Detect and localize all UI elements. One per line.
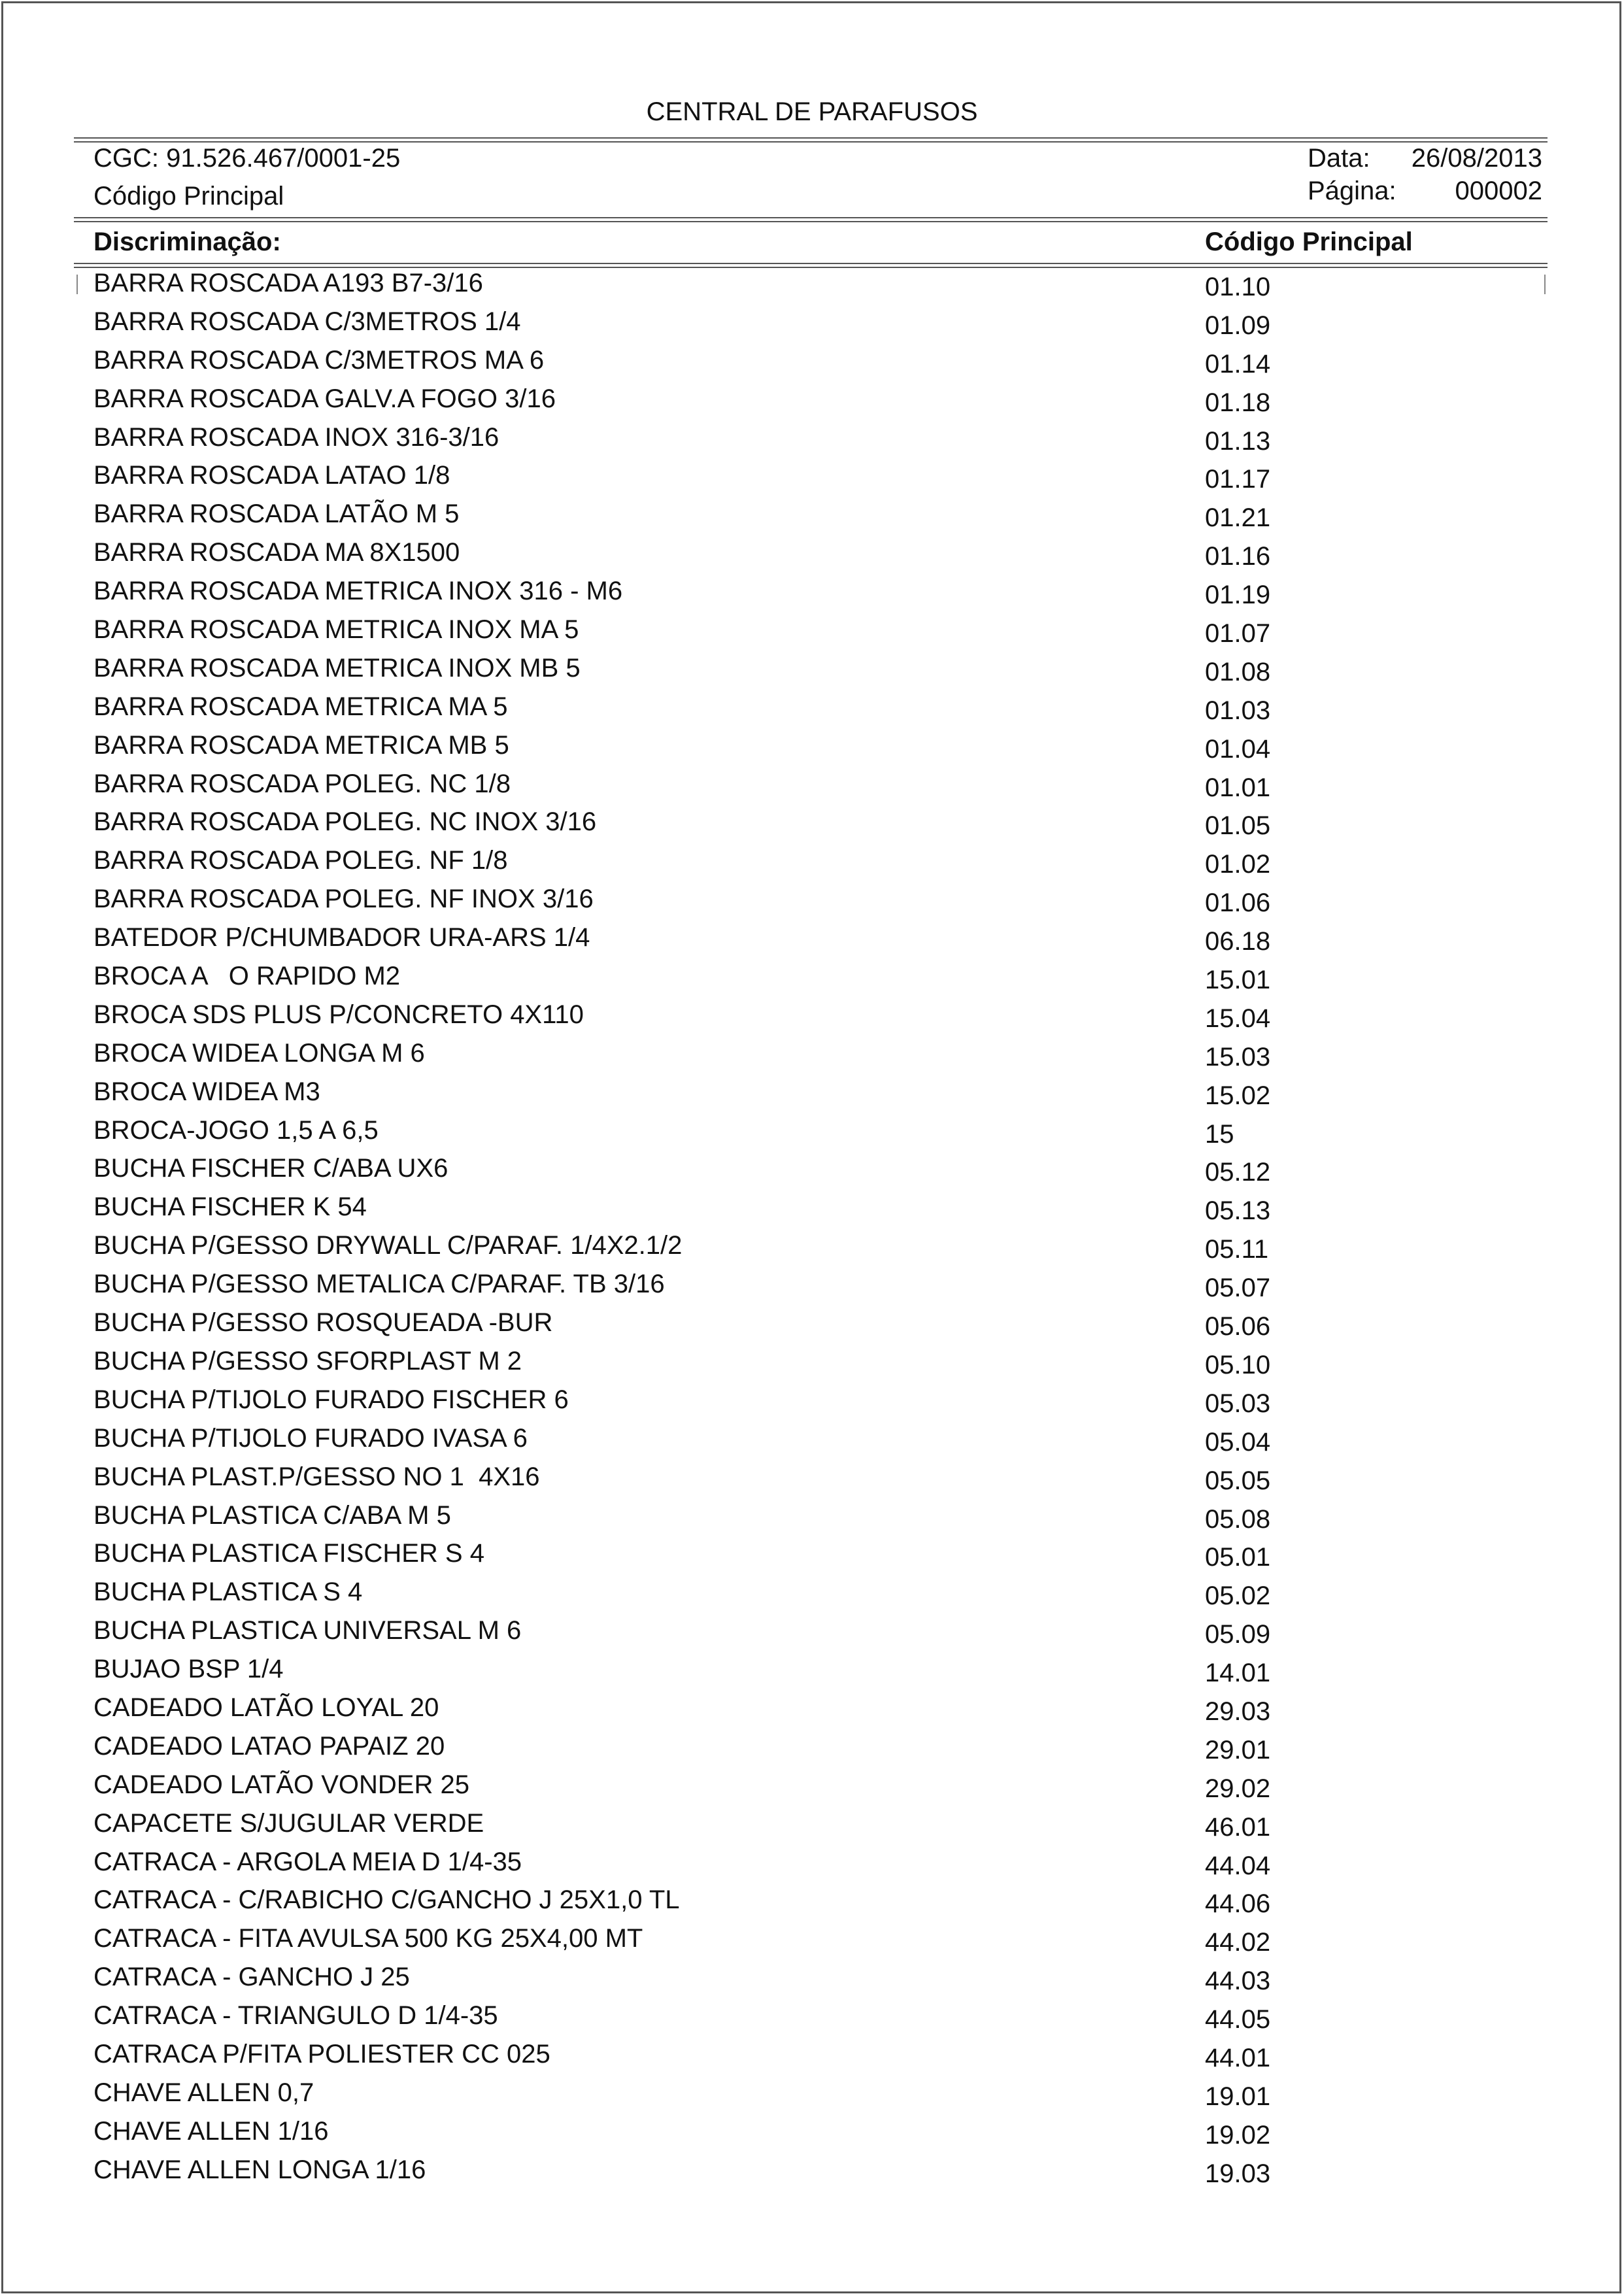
item-description: BUCHA P/GESSO SFORPLAST M 2 <box>93 1346 522 1376</box>
item-code: 05.04 <box>1205 1427 1271 1457</box>
table-row <box>93 537 1532 575</box>
item-description: BARRA ROSCADA METRICA INOX MB 5 <box>93 653 581 683</box>
item-description: CATRACA - GANCHO J 25 <box>93 1963 410 1992</box>
item-code: 14.01 <box>1205 1659 1271 1688</box>
column-header-code: Código Principal <box>1205 228 1413 256</box>
item-code: 01.10 <box>1205 273 1271 301</box>
item-code: 19.02 <box>1205 2120 1271 2150</box>
item-description: BUCHA FISCHER C/ABA UX6 <box>93 1154 448 1183</box>
item-code: 05.13 <box>1205 1196 1271 1226</box>
table-row <box>93 845 1532 883</box>
item-code: 15.04 <box>1205 1004 1271 1033</box>
item-code: 01.19 <box>1205 581 1271 610</box>
table-row <box>93 460 1532 498</box>
item-code: 29.03 <box>1205 1697 1271 1726</box>
table-row <box>93 267 1532 306</box>
item-code: 05.09 <box>1205 1620 1271 1649</box>
table-row <box>93 498 1532 537</box>
item-code: 44.01 <box>1205 2043 1271 2072</box>
item-description: BUCHA PLASTICA FISCHER S 4 <box>93 1539 484 1568</box>
table-row <box>93 614 1532 652</box>
table-row <box>93 1808 1532 1846</box>
cgc-number: CGC: 91.526.467/0001-25 <box>93 144 401 173</box>
item-description: CADEADO LATÃO LOYAL 20 <box>93 1693 439 1722</box>
item-code: 19.03 <box>1205 2159 1271 2188</box>
item-description: BATEDOR P/CHUMBADOR URA-ARS 1/4 <box>93 923 590 953</box>
table-row <box>93 2077 1532 2116</box>
item-code: 29.01 <box>1205 1735 1271 1764</box>
item-code: 05.05 <box>1205 1466 1271 1495</box>
table-row <box>93 1769 1532 1808</box>
item-description: BUCHA PLASTICA UNIVERSAL M 6 <box>93 1616 522 1646</box>
table-edge-left <box>76 275 78 294</box>
table-row <box>93 883 1532 922</box>
item-code: 44.03 <box>1205 1967 1271 1996</box>
item-code: 01.01 <box>1205 773 1271 802</box>
item-code: 19.01 <box>1205 2082 1271 2111</box>
header-rule-mid-2 <box>74 221 1548 222</box>
table-row <box>93 2000 1532 2038</box>
item-code: 05.06 <box>1205 1312 1271 1342</box>
item-description: BUCHA P/GESSO ROSQUEADA -BUR <box>93 1308 553 1338</box>
item-description: CATRACA - FITA AVULSA 500 KG 25X4,00 MT <box>93 1924 643 1953</box>
column-header-description: Discriminação: <box>93 228 281 256</box>
item-description: BARRA ROSCADA POLEG. NC 1/8 <box>93 769 511 798</box>
item-code: 01.02 <box>1205 850 1271 879</box>
item-description: BARRA ROSCADA METRICA MB 5 <box>93 730 509 760</box>
item-description: CHAVE ALLEN 0,7 <box>93 2078 314 2107</box>
table-row <box>93 575 1532 614</box>
item-description: BARRA ROSCADA METRICA MA 5 <box>93 692 508 721</box>
item-code: 06.18 <box>1205 927 1271 956</box>
item-code: 05.11 <box>1205 1235 1269 1264</box>
item-description: BARRA ROSCADA A193 B7-3/16 <box>93 269 483 297</box>
item-code: 05.10 <box>1205 1350 1271 1379</box>
item-description: BUCHA P/GESSO METALICA C/PARAF. TB 3/16 <box>93 1270 665 1299</box>
item-description: CHAVE ALLEN LONGA 1/16 <box>93 2155 426 2184</box>
item-description: BARRA ROSCADA GALV.A FOGO 3/16 <box>93 384 556 413</box>
item-code: 01.18 <box>1205 388 1271 417</box>
item-description: BUCHA P/TIJOLO FURADO IVASA 6 <box>93 1423 528 1453</box>
item-code: 15.01 <box>1205 966 1271 995</box>
item-code: 44.04 <box>1205 1851 1271 1880</box>
item-description: BUJAO BSP 1/4 <box>93 1655 284 1684</box>
table-row <box>93 922 1532 960</box>
table-row <box>93 999 1532 1038</box>
report-title: CENTRAL DE PARAFUSOS <box>646 97 978 126</box>
item-description: BUCHA PLASTICA S 4 <box>93 1578 363 1607</box>
column-header-rule <box>74 263 1548 264</box>
table-row <box>93 306 1532 345</box>
table-row <box>93 1191 1532 1230</box>
item-description: CHAVE ALLEN 1/16 <box>93 2116 329 2146</box>
header-rule-mid <box>74 217 1548 218</box>
table-row <box>93 383 1532 422</box>
table-row <box>93 730 1532 768</box>
item-code: 01.16 <box>1205 542 1271 571</box>
item-description: BROCA A O RAPIDO M2 <box>93 962 401 991</box>
item-code: 15.03 <box>1205 1042 1271 1072</box>
item-code: 05.07 <box>1205 1274 1271 1303</box>
item-code: 44.02 <box>1205 1928 1271 1957</box>
item-code: 44.05 <box>1205 2005 1271 2034</box>
item-description: CADEADO LATÃO VONDER 25 <box>93 1770 469 1799</box>
table-row <box>93 1500 1532 1538</box>
table-row <box>93 2038 1532 2077</box>
item-code: 01.08 <box>1205 657 1271 686</box>
item-description: BARRA ROSCADA METRICA INOX MA 5 <box>93 615 579 645</box>
item-code: 05.08 <box>1205 1504 1271 1534</box>
item-description: BROCA SDS PLUS P/CONCRETO 4X110 <box>93 1000 584 1029</box>
table-row <box>93 345 1532 383</box>
table-row <box>93 1268 1532 1307</box>
item-code: 44.06 <box>1205 1889 1271 1919</box>
table-row <box>93 1884 1532 1923</box>
item-code: 01.09 <box>1205 311 1271 340</box>
item-code: 01.14 <box>1205 349 1271 379</box>
item-description: CATRACA - ARGOLA MEIA D 1/4-35 <box>93 1847 522 1876</box>
item-description: BUCHA P/TIJOLO FURADO FISCHER 6 <box>93 1385 569 1414</box>
item-code: 05.03 <box>1205 1389 1271 1418</box>
table-row <box>93 1345 1532 1384</box>
item-description: BARRA ROSCADA LATAO 1/8 <box>93 461 450 490</box>
item-description: BUCHA PLAST.P/GESSO NO 1 4X16 <box>93 1462 540 1491</box>
item-code: 01.13 <box>1205 426 1271 456</box>
item-code: 01.04 <box>1205 734 1271 764</box>
table-row <box>93 1307 1532 1345</box>
table-row <box>93 1692 1532 1730</box>
item-code: 46.01 <box>1205 1812 1271 1842</box>
item-description: BARRA ROSCADA POLEG. NC INOX 3/16 <box>93 807 597 837</box>
item-code: 29.02 <box>1205 1774 1271 1803</box>
table-row <box>93 960 1532 999</box>
table-row <box>93 1461 1532 1500</box>
table-row <box>93 652 1532 691</box>
item-code: 01.21 <box>1205 503 1271 533</box>
table-row <box>93 1538 1532 1576</box>
item-description: CATRACA - C/RABICHO C/GANCHO J 25X1,0 TL <box>93 1885 680 1915</box>
table-row <box>93 1846 1532 1885</box>
sort-label: Código Principal <box>93 182 284 211</box>
table-edge-right <box>1544 275 1546 294</box>
table-row <box>93 768 1532 807</box>
table-row <box>93 2116 1532 2154</box>
item-description: CATRACA P/FITA POLIESTER CC 025 <box>93 2039 550 2068</box>
item-description: BARRA ROSCADA POLEG. NF 1/8 <box>93 846 508 875</box>
table-row <box>93 1730 1532 1769</box>
item-list <box>93 267 1532 2193</box>
table-row <box>93 1038 1532 1076</box>
item-description: BUCHA FISCHER K 54 <box>93 1192 367 1222</box>
item-code: 01.17 <box>1205 465 1271 494</box>
item-code: 01.07 <box>1205 619 1271 649</box>
table-row <box>93 806 1532 845</box>
item-description: CATRACA - TRIANGULO D 1/4-35 <box>93 2001 498 2031</box>
table-row <box>93 1423 1532 1461</box>
item-code: 15.02 <box>1205 1081 1271 1110</box>
table-row <box>93 691 1532 730</box>
item-description: BARRA ROSCADA C/3METROS 1/4 <box>93 307 521 336</box>
page-label: Página: <box>1308 177 1396 205</box>
item-code: 05.12 <box>1205 1158 1271 1187</box>
item-description: BARRA ROSCADA C/3METROS MA 6 <box>93 345 545 375</box>
table-row <box>93 1615 1532 1653</box>
item-description: BUCHA PLASTICA C/ABA M 5 <box>93 1500 451 1530</box>
page-number: 000002 <box>1455 177 1542 205</box>
date-label: Data: <box>1308 144 1370 173</box>
item-description: BARRA ROSCADA METRICA INOX 316 - M6 <box>93 577 623 606</box>
item-description: BARRA ROSCADA INOX 316-3/16 <box>93 422 499 452</box>
table-row <box>93 1115 1532 1153</box>
table-row <box>93 1230 1532 1268</box>
item-description: BARRA ROSCADA POLEG. NF INOX 3/16 <box>93 885 594 914</box>
item-description: CADEADO LATAO PAPAIZ 20 <box>93 1731 445 1761</box>
item-description: CAPACETE S/JUGULAR VERDE <box>93 1808 484 1838</box>
table-row <box>93 422 1532 460</box>
item-description: BARRA ROSCADA MA 8X1500 <box>93 538 460 567</box>
item-description: BROCA WIDEA M3 <box>93 1077 320 1106</box>
item-code: 15 <box>1205 1119 1234 1149</box>
table-row <box>93 1153 1532 1191</box>
table-row <box>93 1653 1532 1692</box>
table-row <box>93 1576 1532 1615</box>
table-row <box>93 1923 1532 1961</box>
item-code: 01.05 <box>1205 811 1271 841</box>
item-description: BARRA ROSCADA LATÃO M 5 <box>93 499 460 529</box>
table-row <box>93 1076 1532 1115</box>
item-code: 01.06 <box>1205 888 1271 918</box>
item-code: 05.02 <box>1205 1581 1271 1611</box>
item-code: 05.01 <box>1205 1543 1271 1572</box>
item-description: BUCHA P/GESSO DRYWALL C/PARAF. 1/4X2.1/2 <box>93 1231 683 1260</box>
date-value: 26/08/2013 <box>1411 144 1542 173</box>
table-row <box>93 2154 1532 2193</box>
table-row <box>93 1384 1532 1423</box>
item-description: BROCA WIDEA LONGA M 6 <box>93 1038 425 1068</box>
header-rule-top <box>74 137 1548 139</box>
table-row <box>93 1961 1532 2000</box>
item-code: 01.03 <box>1205 696 1271 725</box>
item-description: BROCA-JOGO 1,5 A 6,5 <box>93 1115 379 1145</box>
